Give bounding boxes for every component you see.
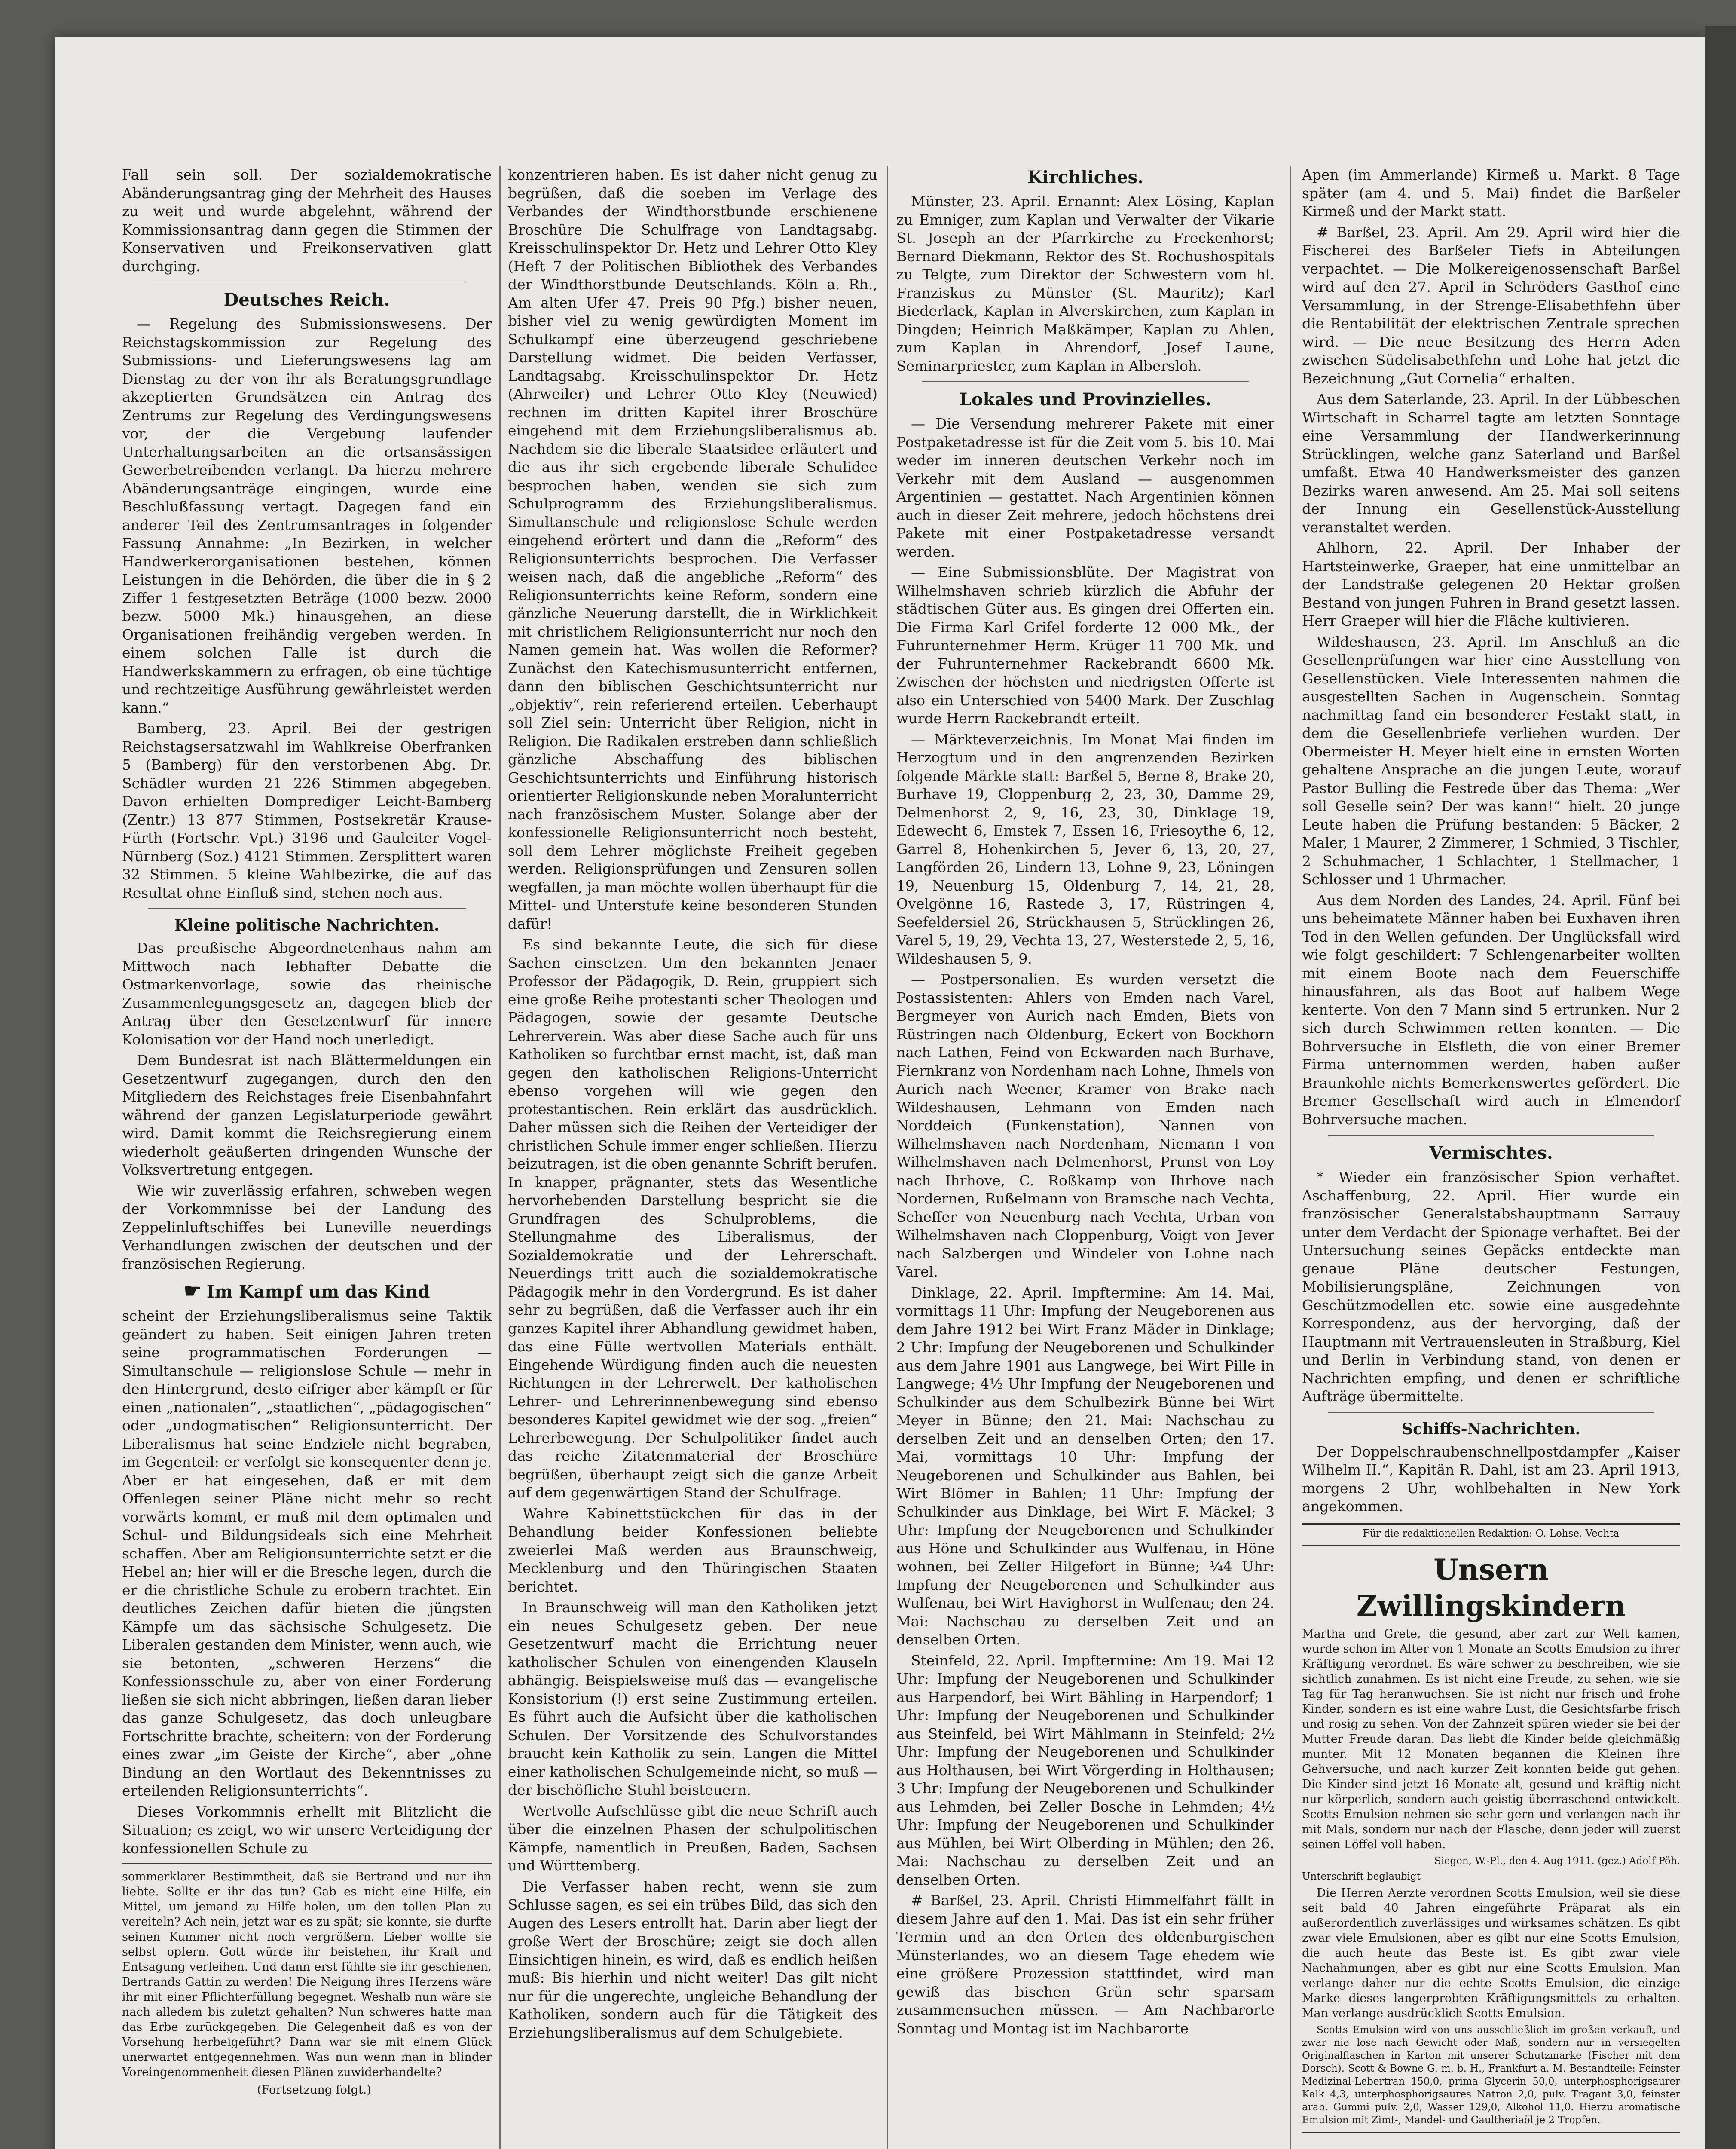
continuation-note: (Fortsetzung folgt.) [257, 2083, 371, 2097]
advertisement [1302, 1523, 1680, 2133]
ad-headline: Unsern Zwillingskindern [1356, 1552, 1626, 1622]
divider [1328, 1135, 1654, 1136]
article-paragraph: Wahre Kabinettstückchen für das in der Behandlung beider Konfessionen beliebte zweierlei Maß werden aus Braunschweig, Mecklenburg und den Thüringischen Staaten berichtet. [508, 1505, 877, 1595]
article-paragraph: Dieses Vorkommnis erhellt mit Blitzlicht die Situation; es zeigt, wo wir unsere Verteidigung der konfessionellen Schule zu [122, 1803, 492, 1857]
section-heading: Vermischtes. [1429, 1143, 1553, 1163]
article-paragraph: — Postpersonalien. Es wurden versetzt die Postassistenten: Ahlers von Emden nach Varel, Bergmeyer von Aurich nach Emden, Biets von Rüstringen nach Oldenburg, Eckert von Bockhorn nach Lathen, Feind von Eckwarden nach Burhave, Fiernkranz von Nordenham nach Lohne, Ihmels von Aurich nach Weener, Kramer von Brake nach Wildeshausen, Lehmann von Emden nach Norddeich (Funkenstation), Nannen von Wilhelmshaven nach Nordenham, Niemann I von Wilhelmshaven nach Delmenhorst, Prunst von Loy nach Ihrhove, C. Roßkamp von Ihrhove nach Nordernen, Rußelmann von Bramsche nach Vechta, Scheffer von Neuenburg nach Vechta, Urban von Wilhelmshaven nach Cloppenburg, Voigt von Jever nach Salzbergen und Windeler von Lohne nach Varel. [896, 971, 1274, 1280]
scan-edge [1705, 26, 1736, 2149]
column-1 [122, 166, 492, 2100]
article-paragraph: Es sind bekannte Leute, die sich für diese Sachen einsetzen. Um den bekannten Jenaer Professor der Pädagogik, D. Rein, gruppiert sich eine große Reihe protestanti scher Theologen und Pädagogen, sowie der gesamte Deutsche Lehrerverein. Was aber diese Sache auch für uns Katholiken so furchtbar ernst macht, ist, daß man gegen den katholischen Religions-Unterricht ebenso vorgehen will wie gegen den protestantischen. Rein erklärt das ausdrücklich. Daher müssen sich die Reihen der Verteidiger der christlichen Schule immer enger schließen. Hierzu beizutragen, ist die oben genannte Schrift berufen. In knapper, prägnanter, stets das Wesentliche hervorhebenden Darstellung bespricht sie die Grundfragen des Schulproblems, die Stellungnahme des Liberalismus, der Sozialdemokratie und der Lehrerschaft. Neuerdings tritt auch die sozialdemokratische Pädagogik mehr in den Vordergrund. Es ist daher sehr zu begrüßen, daß die Verfasser auch ihr ein ganzes Kapitel ihrer Abhandlung gewidmet haben, das eine Fülle wertvollen Materials enthält. Eingehende Würdigung finden auch die neuesten Richtungen in der Lehrerwelt. Der katholischen Lehrer- und Lehrerinnenbewegung sind ebenso besonderes Kapitel gewidmet wie der sog. „freien“ Lehrerbewegung. Der Schulpolitiker findet auch das reiche Zitatenmaterial der Broschüre begrüßen, überhaupt zeigt sich die ganze Arbeit auf dem gegenwärtigen Stand der Schulfrage. [508, 936, 877, 1501]
serial-story: sommerklarer Bestimmtheit, daß sie Bertrand und nur ihn liebte. Sollte er ihr das tun? Gab es nicht eine Hilfe, ein Mittel, um jemand zu Hilfe holen, um den tollen Plan zu vereiteln? Ach nein, jetzt war es zu spät; sie konnte, sie durfte seinen Kummer nicht noch vergrößern. Lieber wollte sie selbst opfern. Gott würde ihr beistehen, ihr Kraft und Entsagung verleihen. Und dann erst fühlte sie ihr geschienen, Bertrands Gattin zu werden! Die Neigung ihres Herzens wäre ihr mit einer Pflichterfüllung begegnet. Weshalb nun wäre sie nach alledem bis zuletzt gehalten? Nun schweres hatte man das Erbe zurückgegeben. Die Gelegenheit daß es von der Vorsehung herbeigeführt? Dann war sie mit einem Glück unerwartet entgegennehmen. Was nun wenn man in blinder Voreingenommenheit diesen Plänen zuwiderhandelte? [122, 1870, 492, 2079]
ad-fineprint: Scotts Emulsion wird von uns ausschließlich im großen verkauft, und zwar nie lose nach Gewicht oder Maß, sondern nur in versiegelten Originalflaschen in Karton mit unserer Schutzmarke (Fischer mit dem Dorsch). Scott & Bowne G. m. b. H., Frankfurt a. M. Bestandteile: Feinster Medizinal-Lebertran 150,0, prima Glycerin 50,0, unterphosphorigsaurer Kalk 4,3, unterphosphorigsaures Natron 2,0, pulv. Tragant 3,0, feinster arab. Gummi pulv. 2,0, Wasser 129,0, Alkohol 11,0. Hierzu aromatische Emulsion mit Zimt-, Mandel- und Gaultheriaöl je 2 Tropfen. [1302, 2024, 1680, 2126]
section-heading: Kirchliches. [1027, 167, 1144, 187]
column-4 [1302, 166, 1680, 2133]
column-rule [499, 166, 501, 2149]
divider [1302, 1545, 1680, 1546]
article-paragraph: — Eine Submissionsblüte. Der Magistrat von Wilhelmshaven schrieb kürzlich die Abfuhr der städtischen Güter aus. Es gingen drei Offerten ein. Die Firma Karl Grifel forderte 12 000 Mk., der Fuhrunternehmer Herm. Krüger 11 700 Mk. und der Fuhrunternehmer Rackebrandt 6600 Mk. Zwischen der höchsten und niedrigsten Offerte ist also ein Unterschied von 5400 Mark. Der Zuschlag wurde Herrn Rackebrandt erteilt. [896, 564, 1274, 727]
section-heading: Kleine politische Nachrichten. [174, 916, 440, 934]
article-paragraph: Aus dem Norden des Landes, 24. April. Fünf bei uns beheimatete Männer haben bei Euxhaven ihren Tod in den Wellen gefunden. Der Unglücksfall wird wie folgt geschildert: 7 Schlengenarbeiter wollten mit einem Boote nach dem Feuerschiffe hinausfahren, als das Boot auf halbem Wege kenterte. Von den 7 Mann sind 5 ertrunken. Nur 2 sich durch Schwimmen retten konnten. — Die Bohrversuche in Elsfleth, die von einer Bremer Firma unternommen werden, haben außer Braunkohle nichts Bemerkenswertes gefördert. Die Bremer Gesellschaft wird auch in Elmendorf Bohrversuche machen. [1302, 891, 1680, 1128]
article-paragraph: In Braunschweig will man den Katholiken jetzt ein neues Schulgesetz geben. Der neue Gesetzentwurf macht die Errichtung neuer katholischer Schulen von einengenden Klauseln abhängig. Beispielsweise muß das — evangelische Konsistorium (!) erst seine Zustimmung erteilen. Es führt auch die Aufsicht über die katholischen Schulen. Der Vorsitzende des Schulvorstandes braucht kein Katholik zu sein. Langen die Mittel einer katholischen Schulgemeinde nicht, so muß — der bischöfliche Stuhl beisteuern. [508, 1599, 877, 1798]
section-heading: Lokales und Provinzielles. [959, 389, 1212, 410]
ad-testimonial: Martha und Grete, die gesund, aber zart zur Welt kamen, wurde schon im Alter von 1 Monate an Scotts Emulsion zu ihrer Kräftigung verordnet. Es wäre schwer zu beschreiben, wie sie sichtlich zunahmen. Es ist nicht eine Freude, zu sehen, wie sie Tag für Tag heranwuchsen. Sie ist nicht nur frisch und frohe Kinder, sondern es ist eine wahre Lust, die Gesichtsfarbe frisch und rosig zu sehen. Von der Zahnzeit spüren wieder sie bei der Mutter Freude daran. Das liebt die Kinder beide gleichmäßig munter. Mit 12 Monaten begannen die Kleinen ihre Gehversuche, und nach kurzer Zeit konnten beide gut gehen. Die Kinder sind jetzt 16 Monate alt, gesund und kräftig nicht nur körperlich, sondern auch geistig überraschend entwickelt. Scotts Emulsion nehmen sie sehr gern und verlangen nach ihr mit Mals, sondern nur nach der Flasche, denn jeder will zuerst seinen Löffel voll haben. [1302, 1627, 1680, 1851]
article-paragraph: Münster, 23. April. Ernannt: Alex Lösing, Kaplan zu Emniger, zum Kaplan und Verwalter der Vikarie St. Joseph an der Pfarrkirche zu Freckenhorst; Bernard Diekmann, Rektor des St. Rochushospitals zu Telgte, zum Direktor der Schwestern vom hl. Franziskus zu Münster (St. Mauritz); Karl Biederlack, Kaplan in Alverskirchen, zum Kaplan in Dingden; Heinrich Maßkämper, Kaplan zu Ahlen, zum Kaplan in Ahrendorf, Josef Laune, Seminarpriester, zum Kaplan in Albersloh. [896, 193, 1274, 374]
article-continuation: Fall sein soll. Der sozialdemokratische Abänderungsantrag ging der Mehrheit des Hauses zu weit und wurde abgelehnt, während der Kommissionsantrag dann gegen die Stimmen der Konservativen und Freikonservativen glatt durchging. [122, 166, 492, 275]
article-paragraph: Der Doppelschraubenschnellpostdampfer „Kaiser Wilhelm II.“, Kapitän R. Dahl, ist am 23. April 1913, morgens 2 Uhr, wohlbehalten in New York angekommen. [1302, 1443, 1680, 1515]
article-paragraph: Apen (im Ammerlande) Kirmeß u. Markt. 8 Tage später (am 4. und 5. Mai) findet die Barßeler Kirmeß und der Markt statt. [1302, 166, 1680, 220]
article-paragraph: * Wieder ein französischer Spion verhaftet. Aschaffenburg, 22. April. Hier wurde ein französischer Generalstabshauptmann Sarrauy unter dem Verdacht der Spionage verhaftet. Bei der Untersuchung seines Gepäcks entdeckte man genaue Pläne deutscher Festungen, Mobilisierungspläne, Zeichnungen von Geschützmodellen etc. sowie eine ausgedehnte Korrespondenz, aus der hervorging, daß der Hauptmann mit Vertrauensleuten in Straßburg, Kiel und Berlin in Verbindung stand, von denen er Nachrichten empfing, und denen er schriftliche Aufträge übermittelte. [1302, 1169, 1680, 1405]
article-paragraph: Wie wir zuverlässig erfahren, schweben wegen der Vorkommnisse bei der Landung des Zeppelinluftschiffes bei Luneville neuerdings Verhandlungen zwischen der deutschen und der französischen Regierung. [122, 1182, 492, 1272]
article-paragraph: Wildeshausen, 23. April. Im Anschluß an die Gesellenprüfungen war hier eine Ausstellung von Gesellenstücken. Viele Interessenten nahmen die ausgestellten Sachen in Augenschein. Sonntag nachmittag fand ein besonderer Festakt statt, in dem die Gesellenbriefe verliehen wurden. Der Obermeister H. Meyer hielt eine in ernsten Worten gehaltene Ansprache an die jungen Leute, worauf Pastor Bulling die Festrede über das Thema: „Wer soll Geselle sein? Der was kann!“ hielt. 20 junge Leute haben die Prüfung bestanden: 5 Bäcker, 2 Maler, 1 Maurer, 2 Zimmerer, 1 Schmied, 3 Tischler, 2 Schuhmacher, 1 Schlachter, 1 Stellmacher, 1 Schlosser und 1 Uhrmacher. [1302, 633, 1680, 888]
article-paragraph: Wertvolle Aufschlüsse gibt die neue Schrift auch über die einzelnen Phasen der schulpolitischen Kämpfe, namentlich in Preußen, Baden, Sachsen und Württemberg. [508, 1802, 877, 1874]
article-paragraph: # Barßel, 23. April. Am 29. April wird hier die Fischerei des Barßeler Tiefs in Abteilungen verpachtet. — Die Molkereigenossenschaft Barßel wird auf den 27. April in Schröders Gasthof eine Versammlung, in der Strenge-Elisabethfehn über die Rentabilität der elektrischen Zentrale sprechen wird. — Die neue Besitzung des Herrn Aden zwischen Südelisabethfehn und Lohe hat jetzt die Bezeichnung „Gut Cornelia“ erhalten. [1302, 223, 1680, 387]
article-paragraph: Steinfeld, 22. April. Impftermine: Am 19. Mai 12 Uhr: Impfung der Neugeborenen und Schulkinder aus Harpendorf, bei Wirt Bähling in Harpendorf; 1 Uhr: Impfung der Neugeborenen und Schulkinder aus Steinfeld, bei Wirt Mählmann in Steinfeld; 2½ Uhr: Impfung der Neugeborenen und Schulkinder aus Holthausen, bei Wirt Vörgerding in Holthausen; 3 Uhr: Impfung der Neugeborenen und Schulkinder aus Lehmden, bei Zeller Bosche in Lehmden; 4½ Uhr: Impfung der Neugeborenen und Schulkinder aus Mühlen, bei Wirt Olberding in Mühlen; den 26. Mai: Nachschau zu derselben Zeit und an denselben Orten. [896, 1652, 1274, 1888]
article-paragraph: # Barßel, 23. April. Christi Himmelfahrt fällt in diesem Jahre auf den 1. Mai. Das ist ein sehr früher Termin und an den Orten des oldenburgischen Münsterlandes, wo an diesem Tage ehedem wie eine größere Prozession stattfindet, wird man gewiß das bischen Grün sehr sparsam zusammensuchen müssen. — Am Nachbarorte Sonntag und Montag ist im Nachbarorte [896, 1892, 1274, 2037]
article-paragraph: Dem Bundesrat ist nach Blättermeldungen ein Gesetzentwurf zugegangen, durch den den Mitgliedern des Reichstages freie Eisenbahnfahrt während der ganzen Legislaturperiode gewährt wird. Damit kommt die Reichsregierung einem wiederholt geäußerten dringenden Wunsche der Volksvertretung entgegen. [122, 1052, 492, 1178]
article-paragraph: Das preußische Abgeordnetenhaus nahm am Mittwoch nach lebhafter Debatte die Ostmarkenvorlage, sowie das rheinische Zusammenlegungsgesetz an, dagegen blieb der Antrag über den Gesetzentwurf für innere Kolonisation vor der Hand noch unerledigt. [122, 940, 492, 1048]
article-paragraph: Dinklage, 22. April. Impftermine: Am 14. Mai, vormittags 11 Uhr: Impfung der Neugeborenen aus dem Jahre 1912 bei Wirt Franz Mäder in Dinklage; 2 Uhr: Impfung der Neugeborenen und Schulkinder aus dem Jahre 1901 aus Langwege, bei Wirt Pille in Langwege; 4½ Uhr Impfung der Neugeborenen und Schulkinder aus dem Schulbezirk Bünne bei Wirt Meyer in Bünne; den 21. Mai: Nachschau zu derselben Zeit und an denselben Orten; den 17. Mai, vormittags 10 Uhr: Impfung der Neugeborenen und Schulkinder aus Bahlen, bei Wirt Blömer in Bahlen; 11 Uhr: Impfung der Schulkinder aus Dinklage, bei Wirt F. Mäckel; 3 Uhr: Impfung der Neugeborenen und Schulkinder aus Höne und Schulkinder aus Wulfenau, in Höne wohnen, bei Zeller Hilgefort in Bünne; ¼4 Uhr: Impfung der Neugeborenen und Schulkinder aus Wulfenau, bei Wirt Havighorst in Wulfenau; den 24. Mai: Nachschau zu derselben Zeit und an denselben Orten. [896, 1284, 1274, 1648]
article-paragraph: Die Verfasser haben recht, wenn sie zum Schlusse sagen, es sei ein trübes Bild, das sich den Augen des Lesers entrollt hat. Darin aber liegt der große Wert der Broschüre; zeigt sie doch allen Einsichtigen hinein, es wird, daß es endlich heißen muß: Bis hierhin und nicht weiter! Das gilt nicht nur für die ungerechte, ungleiche Behandlung der Katholiken, sondern auch für die Tätigkeit des Erziehungsliberalismus auf dem Schulgebiete. [508, 1878, 877, 2041]
imprint-line: Für die redaktionellen Redaktion: O. Lohse, Vechta [1363, 1528, 1620, 1539]
article-paragraph: — Märkteverzeichnis. Im Monat Mai finden im Herzogtum und in den angrenzenden Bezirken folgende Märkte statt: Barßel 5, Berne 8, Brake 20, Burhave 19, Cloppenburg 2, 23, 30, Damme 29, Delmenhorst 2, 9, 16, 23, 30, Dinklage 19, Edewecht 6, Emstek 7, Essen 16, Friesoythe 6, 12, Garrel 8, Hohenkirchen 5, Jever 6, 13, 20, 27, Langförden 26, Lindern 13, Lohne 9, 23, Löningen 19, Neuenburg 15, Oldenburg 7, 14, 21, 28, Ovelgönne 16, Rastede 3, 17, Rüstringen 4, Seefeldersiel 26, Strückhausen 5, Strücklingen 26, Varel 5, 19, 29, Vechta 13, 27, Westerstede 2, 5, 16, Wildeshausen 5, 9. [896, 731, 1274, 967]
divider [1328, 1412, 1654, 1413]
article-paragraph: Aus dem Saterlande, 23. April. In der Lübbeschen Wirtschaft in Scharrel tagte am letzten Sonntage eine Versammlung der Handwerkerinnung Strücklingen, welche ganz Saterland und Barßel umfaßt. Etwa 40 Handwerksmeister des ganzen Bezirks waren anwesend. Am 25. Mai soll seitens der Innung ein Gesellenstück-Ausstellung veranstaltet werden. [1302, 391, 1680, 536]
newspaper-page [55, 37, 1705, 2149]
section-heading: Schiffs-Nachrichten. [1402, 1420, 1580, 1438]
heading-text: Im Kampf um das Kind [206, 1282, 430, 1302]
section-heading [122, 1279, 492, 1304]
pointing-hand-icon: ☛ [183, 1279, 202, 1302]
article-paragraph: konzentrieren haben. Es ist daher nicht genug zu begrüßen, daß die soeben im Verlage des Verbandes der Windthorstbunde erschienene Broschüre Die Schulfrage von Landtagsabg. Kreisschulinspektor Dr. Hetz und Lehrer Otto Kley (Heft 7 der Politischen Bibliothek des Verbandes der Windthorstbunde Deutschlands. Köln a. Rh., Am alten Ufer 47. Preis 90 Pfg.) bisher neuen, bisher viel zu wenig gewürdigten Moment im Schulkampf eine überzeugend geschriebene Darstellung widmet. Die beiden Verfasser, Landtagsabg. Kreisschulinspektor Dr. Hetz (Ahrweiler) und Lehrer Otto Kley (Neuwied) rechnen im dritten Kapitel ihrer Broschüre eingehend mit dem Erziehungsliberalismus ab. Nachdem sie die liberale Staatsidee erläutert und die aus ihr sich ergebende liberale Schulidee besprochen haben, wenden sie sich zum Schulprogramm des Erziehungsliberalismus. Simultanschule und religionslose Schule werden eingehend erörtert und dann die „Reform“ des Religionsunterrichts besprochen. Die Verfasser weisen nach, daß die angebliche „Reform“ des Religionsunterrichts keine Reform, sondern eine gänzliche Neuerung darstellt, die in Wirklichkeit mit christlichem Religionsunterricht nur noch den Namen gemein hat. Was wollen die Reformer? Zunächst den Katechismusunterricht entfernen, dann den biblischen Geschichtsunterricht nur „objektiv“, rein referierend erteilen. Ueberhaupt soll Ziel sein: Unterricht über Religion, nicht in Religion. Die Radikalen erstreben dann schließlich gänzliche Abschaffung des biblischen Geschichtsunterrichts und Einführung historisch orientierter Religionskunde neben Moralunterricht nach französischem Muster. Solange aber der konfessionelle Religionsunterricht noch besteht, soll dem Lehrer möglichste Freiheit gegeben werden. Religionsprüfungen und Zensuren sollen wegfallen, ja man möchte wollen überhaupt für die Mittel- und Unterstufe keine besonderen Stunden dafür! [508, 166, 877, 932]
article-paragraph: Ahlhorn, 22. April. Der Inhaber der Hartsteinwerke, Graeper, hat eine unmittelbar an der Landstraße gelegenen 20 Hektar großen Bestand von jungen Fuhren in Brand gesetzt lassen. Herr Graeper will hier die Fläche kultivieren. [1302, 539, 1680, 629]
section-heading: Deutsches Reich. [223, 290, 390, 310]
divider [922, 381, 1249, 382]
ad-paragraph: Die Herren Aerzte verordnen Scotts Emulsion, weil sie diese seit bald 40 Jahren eingeführte Präparat als ein außerordentlich zuverlässiges und wirksames schätzen. Es gibt zwar viele Emulsionen, aber es gibt nur eine Scotts Emulsion, die auch heute das Beste ist. Es gibt zwar viele Nachahmungen, aber es gibt nur eine Scotts Emulsion. Man verlange daher nur die echte Scotts Emulsion, die einzige Marke dieses langerprobten Kräftigungsmittels zu erhalten. Man verlange ausdrücklich Scotts Emulsion. [1302, 1886, 1680, 2020]
article-paragraph: — Die Versendung mehrerer Pakete mit einer Postpaketadresse ist für die Zeit vom 5. bis 10. Mai weder im inneren deutschen Verkehr noch im Verkehr mit dem Ausland — ausgenommen Argentinien — gestattet. Nach Argentinien können auch in dieser Zeit mehrere, jedoch höchstens drei Pakete mit einer Postpaketadresse versandt werden. [896, 415, 1274, 560]
column-3 [896, 166, 1274, 2040]
ad-certification: Unterschrift beglaubigt [1302, 1870, 1421, 1882]
column-rule [887, 166, 888, 2149]
article-paragraph: scheint der Erziehungsliberalismus seine Taktik geändert zu haben. Seit einigen Jahren treten seine programmatischen Forderungen — Simultanschule — religionslose Schule — mehr in den Hintergrund, desto eifriger aber kämpft er für einen „nationalen“, „staatlichen“, „pädagogischen“ oder „undogmatischen“ Religionsunterricht. Der Liberalismus hat seine Endziele nicht begraben, im Gegenteil: er verfolgt sie konsequenter denn je. Aber er hat eingesehen, daß er mit dem Offenlegen seiner Pläne nicht mehr so recht vorwärts kommt, er muß mit dem optimalen und Schul- und Bildungsideals sich eine Mehrheit schaffen. Aber am Religionsunterrichte setzt er die Hebel an; hier will er die Bresche legen, durch die er die christliche Schule zu erobern trachtet. Ein deutliches Zeichen dafür bieten die jüngsten Kämpfe um das sächsische Schulgesetz. Die Liberalen gestanden dem Minister, wenn auch, wie sie betonten, „schweren Herzens“ die Konfessionsschule zu, aber von einer Forderung ließen sie sich nicht abbringen, ließen daran lieber das ganze Schulgesetz, das doch unleugbare Fortschritte brachte, scheitern: von der Forderung eines zwar „im Geiste der Kirche“, aber „ohne Bindung an den Wortlaut des Bekenntnisses zu erteilenden Religionsunterrichts“. [122, 1307, 492, 1799]
article-paragraph: — Regelung des Submissionswesens. Der Reichstagskommission zur Regelung des Submissions- und Lieferungswesens lag am Dienstag zu der von ihr als Beratungsgrundlage akzeptierten Grundsätzen ein Antrag des Zentrums zur Regelung des Verdingungswesens vor, der die Vergebung laufender Unterhaltungsarbeiten an die ortsansässigen Gewerbetreibenden verlangt. Da hierzu mehrere Abänderungsanträge eingingen, wurde eine Beschlußfassung vertagt. Dagegen fand ein anderer Teil des Zentrumsantrages in folgender Fassung Annahme: „In Bezirken, in welcher Handwerkerorganisationen bestehen, können Leistungen in die Behörden, die über die in § 2 Ziffer 1 festgesetzten Beträge (1000 bezw. 2000 bezw. 5000 Mk.) hinausgehen, an diese Organisationen freihändig vergeben werden. In einem solchen Falle ist durch die Handwerkskammern zu erfragen, ob eine tüchtige und rechtzeitige Ausführung gewährleistet werden kann.“ [122, 315, 492, 716]
column-rule [1290, 166, 1291, 2149]
article-paragraph: Bamberg, 23. April. Bei der gestrigen Reichstagsersatzwahl im Wahlkreise Oberfranken 5 (Bamberg) für den verstorbenen Abg. Dr. Schädler wurden 21 226 Stimmen abgegeben. Davon erhielten Domprediger Leicht-Bamberg (Zentr.) 13 877 Stimmen, Postsekretär Krause-Fürth (Fortschr. Vpt.) 3196 und Gauleiter Vogel-Nürnberg (Soz.) 4121 Stimmen. Zersplittert waren 32 Stimmen. 5 kleine Wahlbezirke, die auf das Resultat ohne Einfluß sind, stehen noch aus. [122, 720, 492, 901]
column-2 [508, 166, 877, 2045]
divider [148, 908, 466, 909]
ad-signature: Siegen, W.-Pl., den 4. Aug 1911. (gez.) Adolf Pöh. [1434, 1855, 1680, 1867]
divider [122, 1863, 492, 1864]
